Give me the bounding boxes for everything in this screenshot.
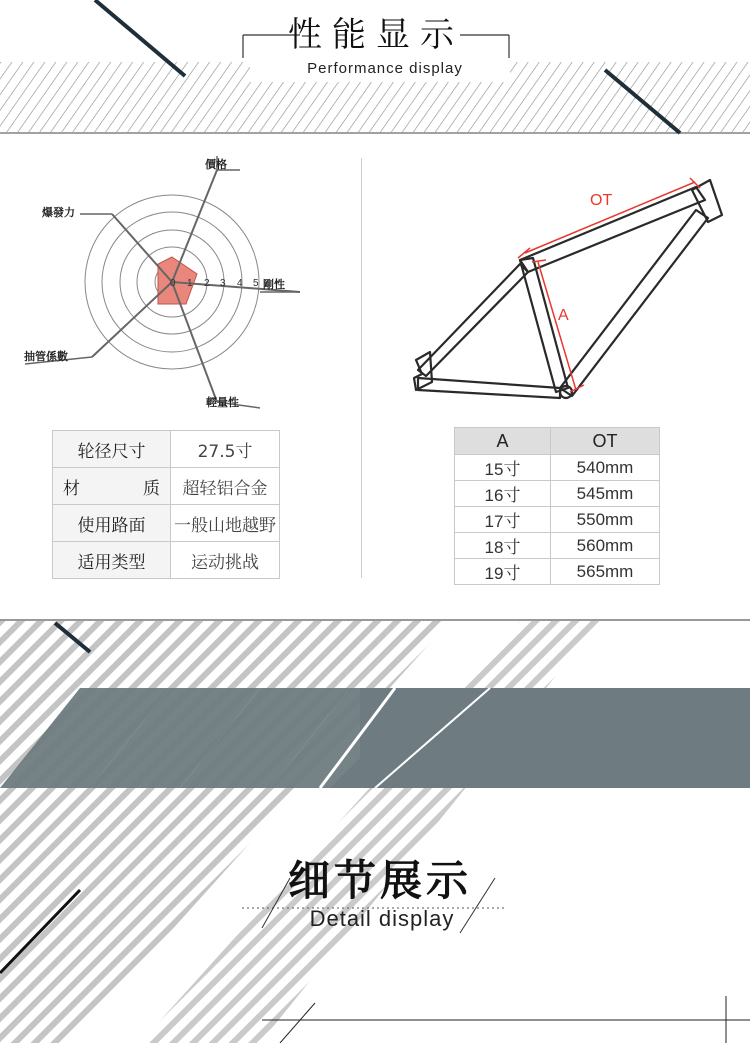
spec-value: 超轻铝合金 bbox=[171, 468, 280, 505]
size-cell: 19寸 bbox=[455, 559, 551, 585]
radar-tick-2: 2 bbox=[204, 278, 210, 289]
size-cell: 560mm bbox=[551, 533, 660, 559]
table-row bbox=[53, 505, 280, 542]
radar-tick-1: 1 bbox=[187, 278, 193, 289]
size-cell: 18寸 bbox=[455, 533, 551, 559]
radar-label-light: 輕量性 bbox=[206, 396, 239, 409]
spec-key: 材质 bbox=[53, 468, 171, 505]
frame-diagram bbox=[400, 160, 740, 410]
size-header-ot: OT bbox=[551, 428, 660, 455]
table-row bbox=[455, 559, 660, 585]
table-row bbox=[455, 533, 660, 559]
detail-subtitle: Detail display bbox=[309, 906, 455, 931]
size-cell: 540mm bbox=[551, 455, 660, 481]
spec-value: 一般山地越野 bbox=[171, 505, 280, 542]
performance-title: 性能显示 bbox=[288, 15, 464, 55]
spec-value: 运动挑战 bbox=[171, 542, 280, 579]
spec-key: 使用路面 bbox=[53, 505, 171, 542]
radar-tick-3: 3 bbox=[220, 278, 226, 289]
radar-tick-0: 0 bbox=[170, 278, 176, 289]
table-row bbox=[455, 455, 660, 481]
radar-tick-5: 5 bbox=[253, 278, 259, 289]
detail-title: 细节展示 bbox=[287, 856, 472, 905]
radar-tick-4: 4 bbox=[237, 278, 243, 289]
size-cell: 550mm bbox=[551, 507, 660, 533]
spec-key: 适用类型 bbox=[53, 542, 171, 579]
ot-dimension-label: OT bbox=[590, 192, 613, 209]
size-cell: 16寸 bbox=[455, 481, 551, 507]
spec-table bbox=[52, 430, 280, 579]
table-row bbox=[455, 507, 660, 533]
size-cell: 17寸 bbox=[455, 507, 551, 533]
detail-background bbox=[0, 618, 750, 1043]
table-row bbox=[53, 468, 280, 505]
radar-label-stiffness: 剛性 bbox=[263, 278, 285, 291]
spec-value: 27.5寸 bbox=[171, 431, 280, 468]
size-header-a: A bbox=[455, 428, 551, 455]
size-cell: 15寸 bbox=[455, 455, 551, 481]
table-row bbox=[53, 431, 280, 468]
table-row bbox=[455, 481, 660, 507]
table-header-row bbox=[455, 428, 660, 455]
radar-label-tube: 抽管係數 bbox=[24, 350, 68, 363]
table-row bbox=[53, 542, 280, 579]
size-cell: 545mm bbox=[551, 481, 660, 507]
radar-label-price: 價格 bbox=[205, 158, 227, 171]
radar-label-burst: 爆發力 bbox=[42, 206, 75, 219]
section-divider bbox=[361, 158, 362, 578]
performance-subtitle: Performance display bbox=[307, 60, 463, 77]
a-dimension-label: A bbox=[558, 307, 569, 324]
size-cell: 565mm bbox=[551, 559, 660, 585]
spec-key: 轮径尺寸 bbox=[53, 431, 171, 468]
radar-chart bbox=[20, 150, 320, 420]
size-table bbox=[454, 427, 660, 585]
